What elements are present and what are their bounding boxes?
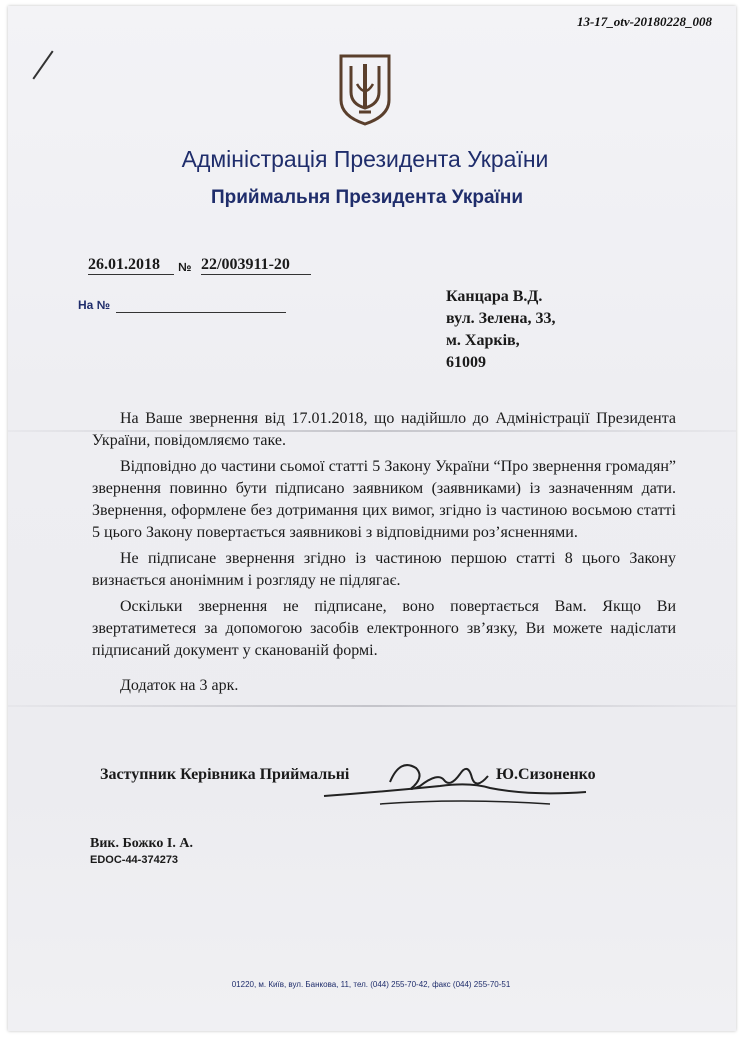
registration-date: 26.01.2018 <box>88 256 174 275</box>
reference-line <box>116 312 286 313</box>
paragraph-1: На Ваше звернення від 17.01.2018, що надійшло до Адміністрації Президента України, повідомляємо таке. <box>92 410 676 449</box>
recipient-postcode: 61009 <box>446 354 486 371</box>
reference-row <box>78 296 110 314</box>
recipient-street: вул. Зелена, 33, <box>446 310 556 327</box>
letter-body <box>92 408 676 662</box>
recipient-city: м. Харків, <box>446 332 520 349</box>
executor-name: Вик. Божко І. А. <box>90 836 193 851</box>
recipient-name: Канцара В.Д. <box>446 288 543 305</box>
paragraph-4: Оскільки звернення не підписане, воно повертається Вам. Якщо Ви звертатиметеся за допомогою засобів електронного зв’язку, Ви можете надіслати підписаний документ у сканованій формі. <box>92 598 676 659</box>
recipient-address <box>446 286 556 374</box>
paragraph-3: Не підписане звернення згідно із частиною першою статті 8 цього Закону визнається анонімним і розгляду не підлягає. <box>92 550 676 589</box>
footer-address: 01220, м. Київ, вул. Банкова, 11, тел. (044) 255-70-42, факс (044) 255-70-51 <box>231 980 511 989</box>
organization-title: Адміністрація Президента України <box>181 146 549 172</box>
registration-number: 22/003911-20 <box>201 256 311 275</box>
trident-icon <box>337 54 393 126</box>
document-code: EDOC-44-374273 <box>90 854 179 866</box>
signatory-name: Ю.Сизоненко <box>496 766 596 783</box>
registration-number-label: № <box>178 260 192 274</box>
appendix-note: Додаток на 3 арк. <box>120 677 239 694</box>
paragraph-2: Відповідно до частини сьомої статті 5 Закону України “Про звернення громадян” звернення повинно бути підписано заявником (заявниками) із зазначенням дати. Звернення, оформлене без дотримання цих вимог, згідно із частиною восьмою статті 5 цього Закону повертається заявникові з відповідними роз’ясненнями. <box>92 458 676 541</box>
organization-subtitle: Приймальня Президента України <box>210 187 524 208</box>
fold-line <box>8 705 736 707</box>
signatory-title: Заступник Керівника Приймальні <box>100 766 350 783</box>
reference-label: На № <box>78 298 111 312</box>
file-id: 13-17_otv-20180228_008 <box>576 14 712 29</box>
